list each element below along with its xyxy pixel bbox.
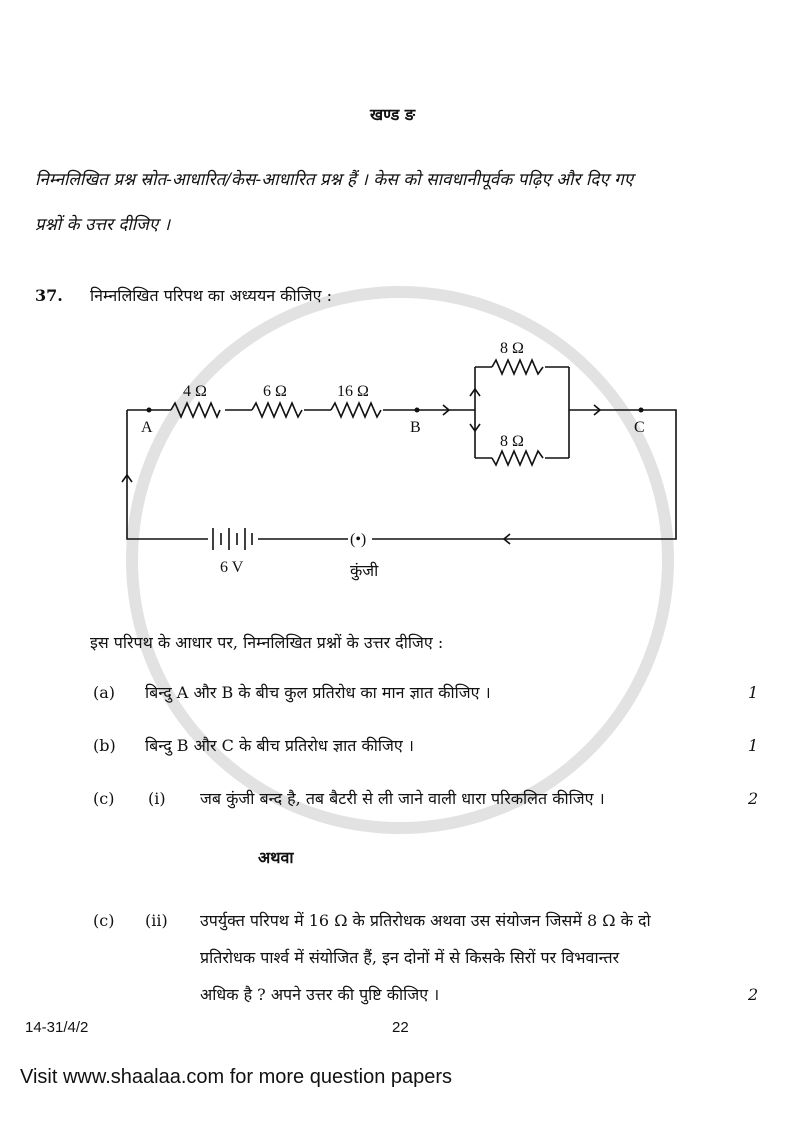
alt-label: (c) [93,911,115,930]
paper-code: 14-31/4/2 [25,1019,89,1036]
resistor-16ohm [331,403,381,417]
label-r-top: 8 Ω [500,340,524,357]
section-title: खण्ड ङ [370,105,416,124]
instructions-line-2: प्रश्नों के उत्तर दीजिए । [35,215,171,235]
battery-symbol [213,528,252,550]
part-c-label: (c) [93,789,115,808]
part-b-label: (b) [93,736,116,755]
part-a-marks: 1 [748,683,759,702]
page-number: 22 [392,1019,409,1036]
footer-banner[interactable]: Visit www.shaalaa.com for more question papers [20,1066,453,1088]
resistor-8ohm-bottom [492,451,543,465]
node-b [415,408,420,413]
question-number: 37. [35,286,63,305]
label-b: B [410,419,421,436]
part-c-text: जब कुंजी बन्द है, तब बैटरी से ली जाने वाली धारा परिकलित कीजिए । [200,789,605,808]
label-battery: 6 V [220,559,244,576]
part-b-marks: 1 [748,736,759,755]
question-prompt: निम्नलिखित परिपथ का अध्ययन कीजिए : [90,286,332,305]
wire-loop [127,410,676,539]
instructions-line-1: निम्नलिखित प्रश्न स्रोत-आधारित/केस-आधारित प्रश्न हैं । केस को सावधानीपूर्वक पढ़िए और दिए गए [35,170,634,190]
node-c [639,408,644,413]
part-a-label: (a) [93,683,116,702]
alt-sub: (ii) [145,911,168,930]
resistor-8ohm-top [492,360,543,374]
part-c-marks: 2 [748,789,759,808]
or-label: अथवा [258,848,294,867]
node-a [147,408,152,413]
key-symbol: (•) [350,531,367,548]
part-b-text: बिन्दु B और C के बीच प्रतिरोध ज्ञात कीजिए । [145,736,414,755]
alt-line-3: अधिक है ? अपने उत्तर की पुष्टि कीजिए । [200,985,440,1004]
alt-line-1: उपर्युक्त परिपथ में 16 Ω के प्रतिरोधक अथवा उस संयोजन जिसमें 8 Ω के दो [200,911,651,930]
label-key: कुंजी [350,563,379,580]
alt-line-2: प्रतिरोधक पार्श्व में संयोजित हैं, इन दोनों में से किसके सिरों पर विभवान्तर [200,948,620,967]
alt-marks: 2 [748,985,759,1004]
part-a-text: बिन्दु A और B के बीच कुल प्रतिरोध का मान ज्ञात कीजिए । [145,683,491,702]
part-c-sub: (i) [148,789,166,808]
resistor-6ohm [252,403,302,417]
label-r3: 16 Ω [337,383,369,400]
label-r2: 6 Ω [263,383,287,400]
label-c: C [634,419,645,436]
resistor-4ohm [171,403,220,417]
label-r-bottom: 8 Ω [500,433,524,450]
label-a: A [141,419,153,436]
question-lead: इस परिपथ के आधार पर, निम्नलिखित प्रश्नों के उत्तर दीजिए : [90,633,444,652]
label-r1: 4 Ω [183,383,207,400]
